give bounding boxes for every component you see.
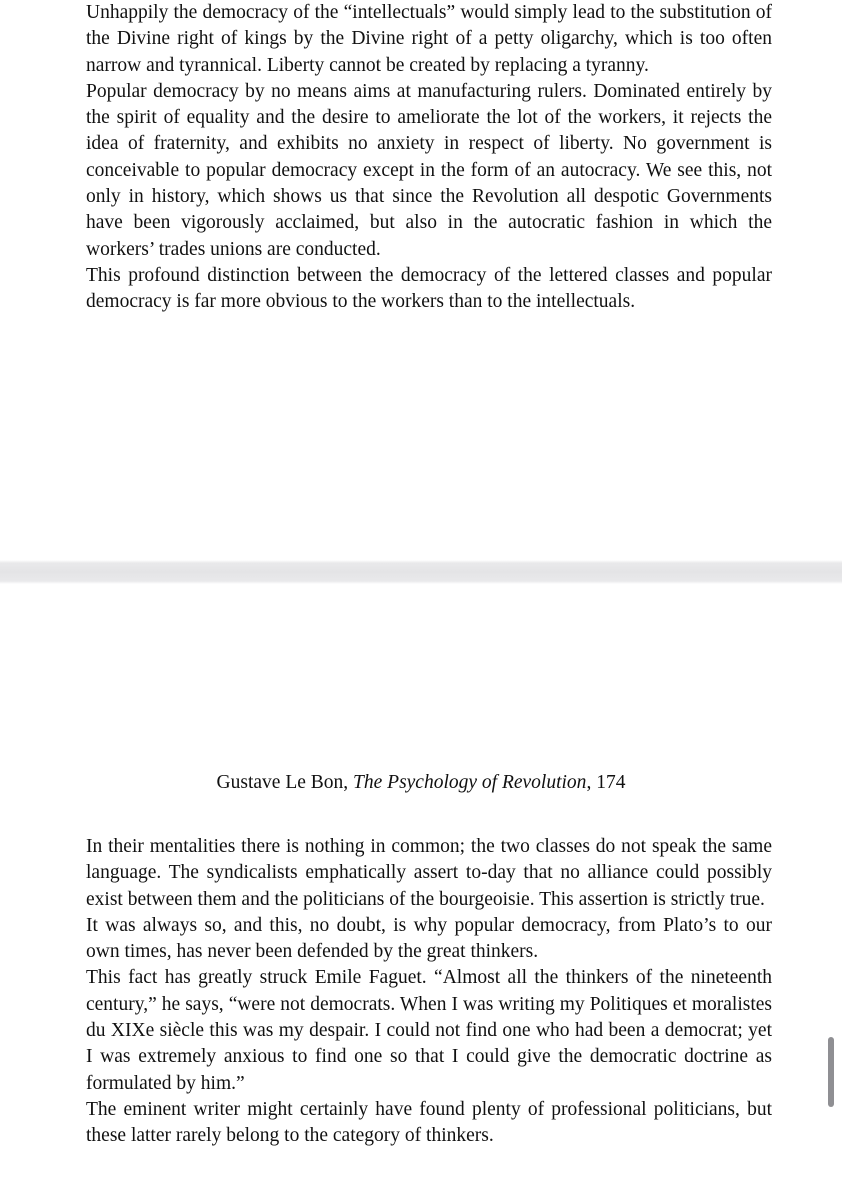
paragraph: It was always so, and this, no doubt, is why popular democracy, from Plato’s to our own times, has never been defended by the great thinkers. (86, 914, 772, 963)
scroll-indicator[interactable] (828, 1037, 834, 1107)
source-caption (0, 770, 842, 796)
caption-author: Gustave Le Bon, (216, 772, 349, 793)
paragraph: This fact has greatly struck Emile Faguet. “Almost all the thinkers of the nineteenth century,” he says, “were not democrats. When I was writing my Politiques et moralistes du XIXe siècle this was my despair. I could not find one who had been a democrat; yet I was extremely anxious to find one so that I could give the democratic doctrine as formulated by him.” (86, 967, 772, 1094)
caption-page-number: , 174 (586, 772, 626, 793)
paragraph: Popular democracy by no means aims at manufacturing rulers. Dominated entirely by the spirit of equality and the desire to ameliorate the lot of the workers, it rejects the idea of fraternity, and exhibits no anxiety in respect of liberty. No government is conceivable to popular democracy except in the form of an autocracy. We see this, not only in history, which shows us that since the Revolution all despotic Governments have been vigorously acclaimed, but also in the autocratic fashion in which the workers’ trades unions are conducted. (86, 80, 772, 260)
bottom-page-text (86, 834, 772, 1150)
page-divider (0, 560, 842, 584)
top-page (0, 0, 842, 560)
paragraph: Unhappily the democracy of the “intellectuals” would simply lead to the substitution of the Divine right of kings by the Divine right of a petty oligarchy, which is too often narrow and tyrannical. Liberty cannot be created by replacing a tyranny. (86, 2, 772, 76)
paragraph: The eminent writer might certainly have found plenty of professional politicians, but these latter rarely belong to the category of thinkers. (86, 1098, 772, 1147)
caption-book-title: The Psychology of Revolution (353, 772, 587, 793)
top-page-text (86, 0, 772, 316)
paragraph: In their mentalities there is nothing in common; the two classes do not speak the same language. The syndicalists emphatically assert to-day that no alliance could possibly exist between them and the politicians of the bourgeoisie. This assertion is strictly true. (86, 836, 772, 910)
bottom-page (0, 584, 842, 1200)
paragraph: This profound distinction between the democracy of the lettered classes and popular democracy is far more obvious to the workers than to the intellectuals. (86, 264, 772, 313)
